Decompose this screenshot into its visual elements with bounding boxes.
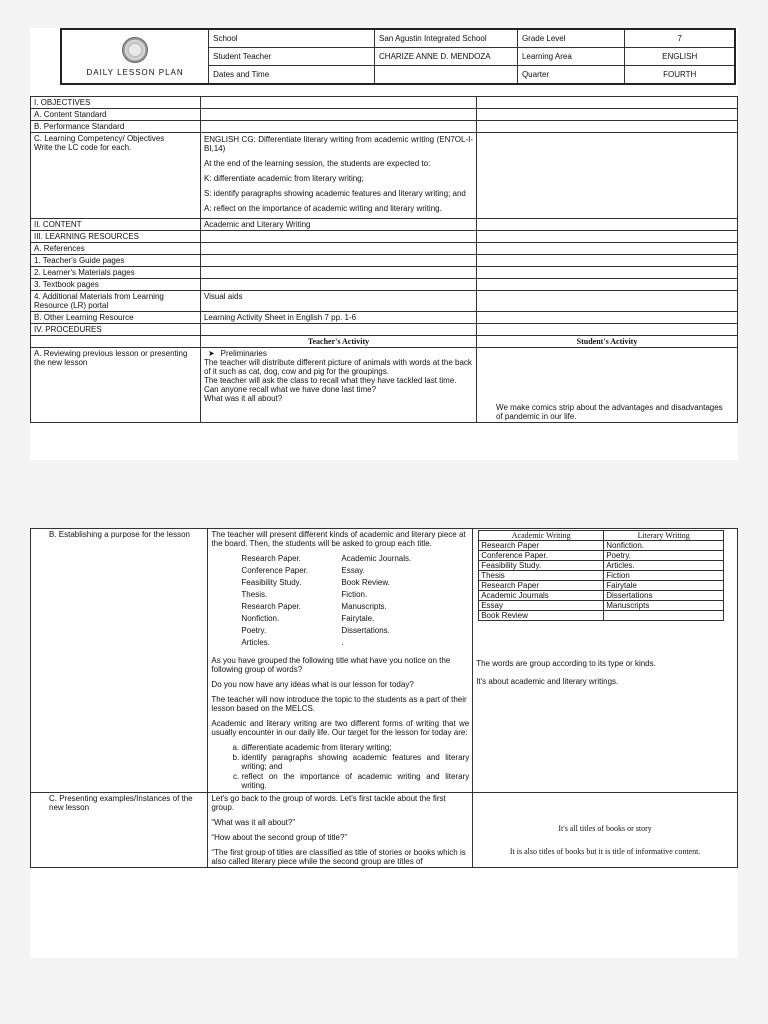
literary-item: Nonfiction.	[604, 541, 724, 551]
academic-item: Research Paper	[479, 541, 604, 551]
literary-item: Fiction	[604, 571, 724, 581]
lc-note: Write the LC code for each.	[34, 143, 132, 152]
title-row	[241, 566, 431, 578]
academic-item: Book Review	[479, 611, 604, 621]
titles-list	[241, 554, 431, 650]
title-item-right: Manuscripts.	[341, 602, 387, 611]
presenting-t4: “The first group of titles are classified as title of stories or books which is also called literary piece while the second group are titles of	[211, 848, 466, 866]
title-row	[241, 626, 431, 638]
reviewing-text-4: What was it all about?	[203, 394, 283, 403]
additional-materials-value: Visual aids	[200, 291, 476, 312]
literary-item: Dissertations	[604, 591, 724, 601]
title-row	[241, 614, 431, 626]
title-item-left: Research Paper.	[241, 602, 302, 611]
title-row	[241, 590, 431, 602]
section-additional-materials: 4. Additional Materials from Learning Resource (LR) portal	[31, 291, 201, 312]
section-content: II. CONTENT	[31, 219, 201, 231]
dates-time-value	[375, 66, 518, 85]
student-teacher-label: Student Teacher	[209, 48, 375, 66]
section-other-resource: B. Other Learning Resource	[31, 312, 201, 324]
establishing-intro: The teacher will present different kinds of academic and literary piece at the board. Then, the students will be asked to group each title.	[211, 530, 466, 548]
section-teachers-guide: 1. Teacher's Guide pages	[31, 255, 201, 267]
school-label: School	[209, 29, 375, 48]
literary-item: Poetry.	[604, 551, 724, 561]
section-learners-materials: 2. Learner's Materials pages	[31, 267, 201, 279]
establishing-teacher-cell	[208, 529, 473, 793]
deped-seal-icon	[122, 37, 148, 63]
section-references: A. References	[31, 243, 201, 255]
academic-item: Thesis	[479, 571, 604, 581]
section-establishing: B. Establishing a purpose for the lesson	[31, 529, 208, 793]
reviewing-student-cell	[477, 348, 738, 423]
title-item-right: .	[341, 638, 344, 647]
academic-item: Research Paper	[479, 581, 604, 591]
quarter-label: Quarter	[517, 66, 624, 85]
reviewing-student-answer: We make comics strip about the advantages and disadvantages of pandemic in our life.	[496, 403, 723, 421]
competency-cg: ENGLISH CG: Differentiate literary writing from academic writing (EN7OL-I-BI,14)	[203, 135, 474, 153]
competency-intro: At the end of the learning session, the students are expected to:	[203, 159, 431, 168]
title-item-left: Thesis.	[241, 590, 268, 599]
classification-row	[479, 551, 724, 561]
section-learning-resources: III. LEARNING RESOURCES	[31, 231, 201, 243]
reviewing-text-3: Can anyone recall what we have done last time?	[203, 385, 377, 394]
title-item-left: Research Paper.	[241, 554, 302, 563]
lesson-plan-page-1	[30, 28, 738, 460]
literary-item: Fairytale	[604, 581, 724, 591]
academic-item: Academic Journals	[479, 591, 604, 601]
classification-row	[479, 561, 724, 571]
other-resource-value: Learning Activity Sheet in English 7 pp. 1-6	[200, 312, 476, 324]
presenting-student-2: It is also titles of books but it is title of informative content.	[509, 847, 701, 856]
grade-level-value: 7	[625, 29, 735, 48]
page-title: DAILY LESSON PLAN	[86, 67, 184, 77]
establishing-student-cell	[473, 529, 738, 793]
target-item: a. differentiate academic from literary writing;	[241, 743, 469, 752]
learning-competency-label: C. Learning Competency/ Objectives	[34, 134, 165, 143]
literary-writing-header: Literary Writing	[604, 531, 724, 541]
title-row	[241, 554, 431, 566]
establishing-q1: As you have grouped the following title what have you notice on the following group of words?	[211, 656, 451, 674]
target-item: b. identify paragraphs showing academic features and literary writing; and	[241, 753, 469, 771]
quarter-value: FOURTH	[625, 66, 735, 85]
student-teacher-value: CHARIZE ANNE D. MENDOZA	[375, 48, 518, 66]
lesson-table-2	[30, 528, 738, 868]
section-objectives: I. OBJECTIVES	[31, 97, 201, 109]
literary-item: Articles.	[604, 561, 724, 571]
presenting-student-1: It's all titles of books or story	[558, 824, 652, 833]
lesson-plan-page-2	[30, 528, 738, 958]
academic-item: Feasibility Study.	[479, 561, 604, 571]
preliminaries: Preliminaries	[220, 349, 267, 358]
title-item-right: Dissertations.	[341, 626, 390, 635]
classification-row	[479, 601, 724, 611]
competency-a: A: reflect on the importance of academic writing and literary writing.	[203, 204, 442, 213]
establishing-t4: Academic and literary writing are two different forms of writing that we usually encounter in our daily life. Our target for the lesson for today are:	[211, 719, 470, 737]
classification-row	[479, 611, 724, 621]
section-content-standard: A. Content Standard	[31, 109, 201, 121]
title-item-left: Poetry.	[241, 626, 267, 635]
competency-k: K: differentiate academic from literary writing;	[203, 174, 364, 183]
student-activity-header: Student's Activity	[477, 336, 738, 348]
presenting-teacher-cell	[208, 793, 473, 868]
title-item-right: Essay.	[341, 566, 365, 575]
section-presenting: C. Presenting examples/Instances of the new lesson	[31, 793, 208, 868]
writing-classification-table	[478, 530, 724, 621]
title-row	[241, 602, 431, 614]
establishing-student-2: It's about academic and literary writings.	[476, 677, 619, 686]
lesson-table-1	[30, 96, 738, 423]
target-item: c. reflect on the importance of academic writing and literary writing.	[241, 772, 469, 790]
section-procedures: IV. PROCEDURES	[31, 324, 201, 336]
section-textbook: 3. Textbook pages	[31, 279, 201, 291]
arrow-bullet-icon: ➤	[207, 349, 215, 358]
establishing-student-1: The words are group according to its type or kinds.	[476, 659, 656, 668]
title-item-right: Fairytale.	[341, 614, 375, 623]
title-item-right: Book Review.	[341, 578, 390, 587]
title-item-left: Articles.	[241, 638, 270, 647]
classification-row	[479, 591, 724, 601]
presenting-t3: “How about the second group of title?”	[211, 833, 348, 842]
presenting-t1: Let's go back to the group of words. Let's first tackle about the first group.	[211, 794, 446, 812]
section-learning-competency	[31, 133, 201, 219]
establishing-t3: The teacher will now introduce the topic to the students as a part of their lesson based on the MELCS.	[211, 695, 467, 713]
literary-item	[604, 611, 724, 621]
teacher-activity-header: Teacher's Activity	[200, 336, 476, 348]
grade-level-label: Grade Level	[517, 29, 624, 48]
school-value: San Agustin Integrated School	[375, 29, 518, 48]
academic-writing-header: Academic Writing	[479, 531, 604, 541]
title-item-left: Feasibility Study.	[241, 578, 302, 587]
title-item-left: Conference Paper.	[241, 566, 309, 575]
competency-s: S: identify paragraphs showing academic features and literary writing; and	[203, 189, 466, 198]
section-performance-standard: B. Performance Standard	[31, 121, 201, 133]
presenting-t2: “What was it all about?”	[211, 818, 296, 827]
academic-item: Essay	[479, 601, 604, 611]
reviewing-teacher-cell	[200, 348, 476, 423]
classification-row	[479, 571, 724, 581]
content-value: Academic and Literary Writing	[200, 219, 476, 231]
dates-time-label: Dates and Time	[209, 66, 375, 85]
targets-list	[211, 743, 469, 790]
learning-area-label: Learning Area	[517, 48, 624, 66]
literary-item: Manuscripts	[604, 601, 724, 611]
header-table	[60, 28, 736, 85]
reviewing-text-2: The teacher will ask the class to recall what they have tackled last time.	[203, 376, 457, 385]
title-row	[241, 578, 431, 590]
section-reviewing: A. Reviewing previous lesson or presenting the new lesson	[31, 348, 201, 423]
title-item-left: Nonfiction.	[241, 614, 280, 623]
learning-area-value: ENGLISH	[625, 48, 735, 66]
competency-cell	[200, 133, 476, 219]
academic-item: Conference Paper.	[479, 551, 604, 561]
header-logo-cell	[61, 29, 209, 84]
title-item-right: Academic Journals.	[341, 554, 412, 563]
title-row	[241, 638, 431, 650]
establishing-q2: Do you now have any ideas what is our lesson for today?	[211, 680, 414, 689]
title-item-right: Fiction.	[341, 590, 368, 599]
reviewing-text-1: The teacher will distribute different picture of animals with words at the back of it such as cat, dog, cow and pig for the groupings.	[203, 358, 472, 376]
classification-row	[479, 581, 724, 591]
presenting-student-cell	[473, 793, 738, 868]
classification-row	[479, 541, 724, 551]
